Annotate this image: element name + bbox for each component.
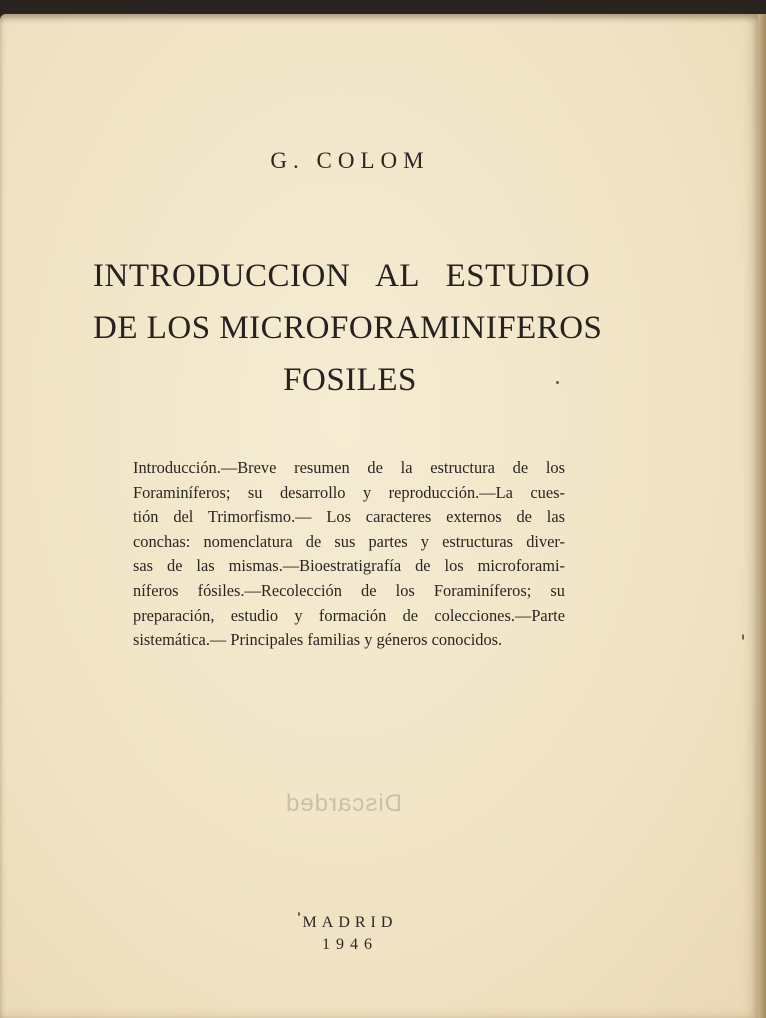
summary-line: sistemática.— Principales familias y géneros conocidos. xyxy=(133,630,503,650)
title-line-3: FOSILES xyxy=(283,362,417,398)
speck xyxy=(742,634,744,640)
imprint-year: 1946 xyxy=(322,936,378,953)
summary-line: conchas: nomenclatura de sus partes y estructuras diver- xyxy=(133,531,565,551)
summary-line: tión del Trimorfismo.— Los caracteres externos de las xyxy=(133,507,565,527)
imprint-city: MADRID xyxy=(302,914,398,931)
summary-line: Introducción.—Breve resumen de la estructura de los xyxy=(133,458,565,477)
summary-paragraph xyxy=(133,456,565,653)
author-name: G. COLOM xyxy=(270,148,430,173)
speck xyxy=(298,912,300,916)
discarded-stamp-showthrough: Discarded xyxy=(285,790,403,817)
speck xyxy=(556,381,559,384)
summary-line: preparación, estudio y formación de colecciones.—Parte xyxy=(133,605,565,625)
summary-line: sas de las mismas.—Bioestratigrafía de los microforami- xyxy=(133,556,565,576)
page-edge xyxy=(758,14,766,1018)
title-line-2: DE LOS MICROFORAMINIFEROS xyxy=(93,310,603,346)
summary-line: Foraminíferos; su desarrollo y reproducción.—La cues- xyxy=(133,482,565,502)
summary-line: níferos fósiles.—Recolección de los Foraminíferos; su xyxy=(133,580,565,600)
title-line-1: INTRODUCCION AL ESTUDIO xyxy=(93,258,591,294)
